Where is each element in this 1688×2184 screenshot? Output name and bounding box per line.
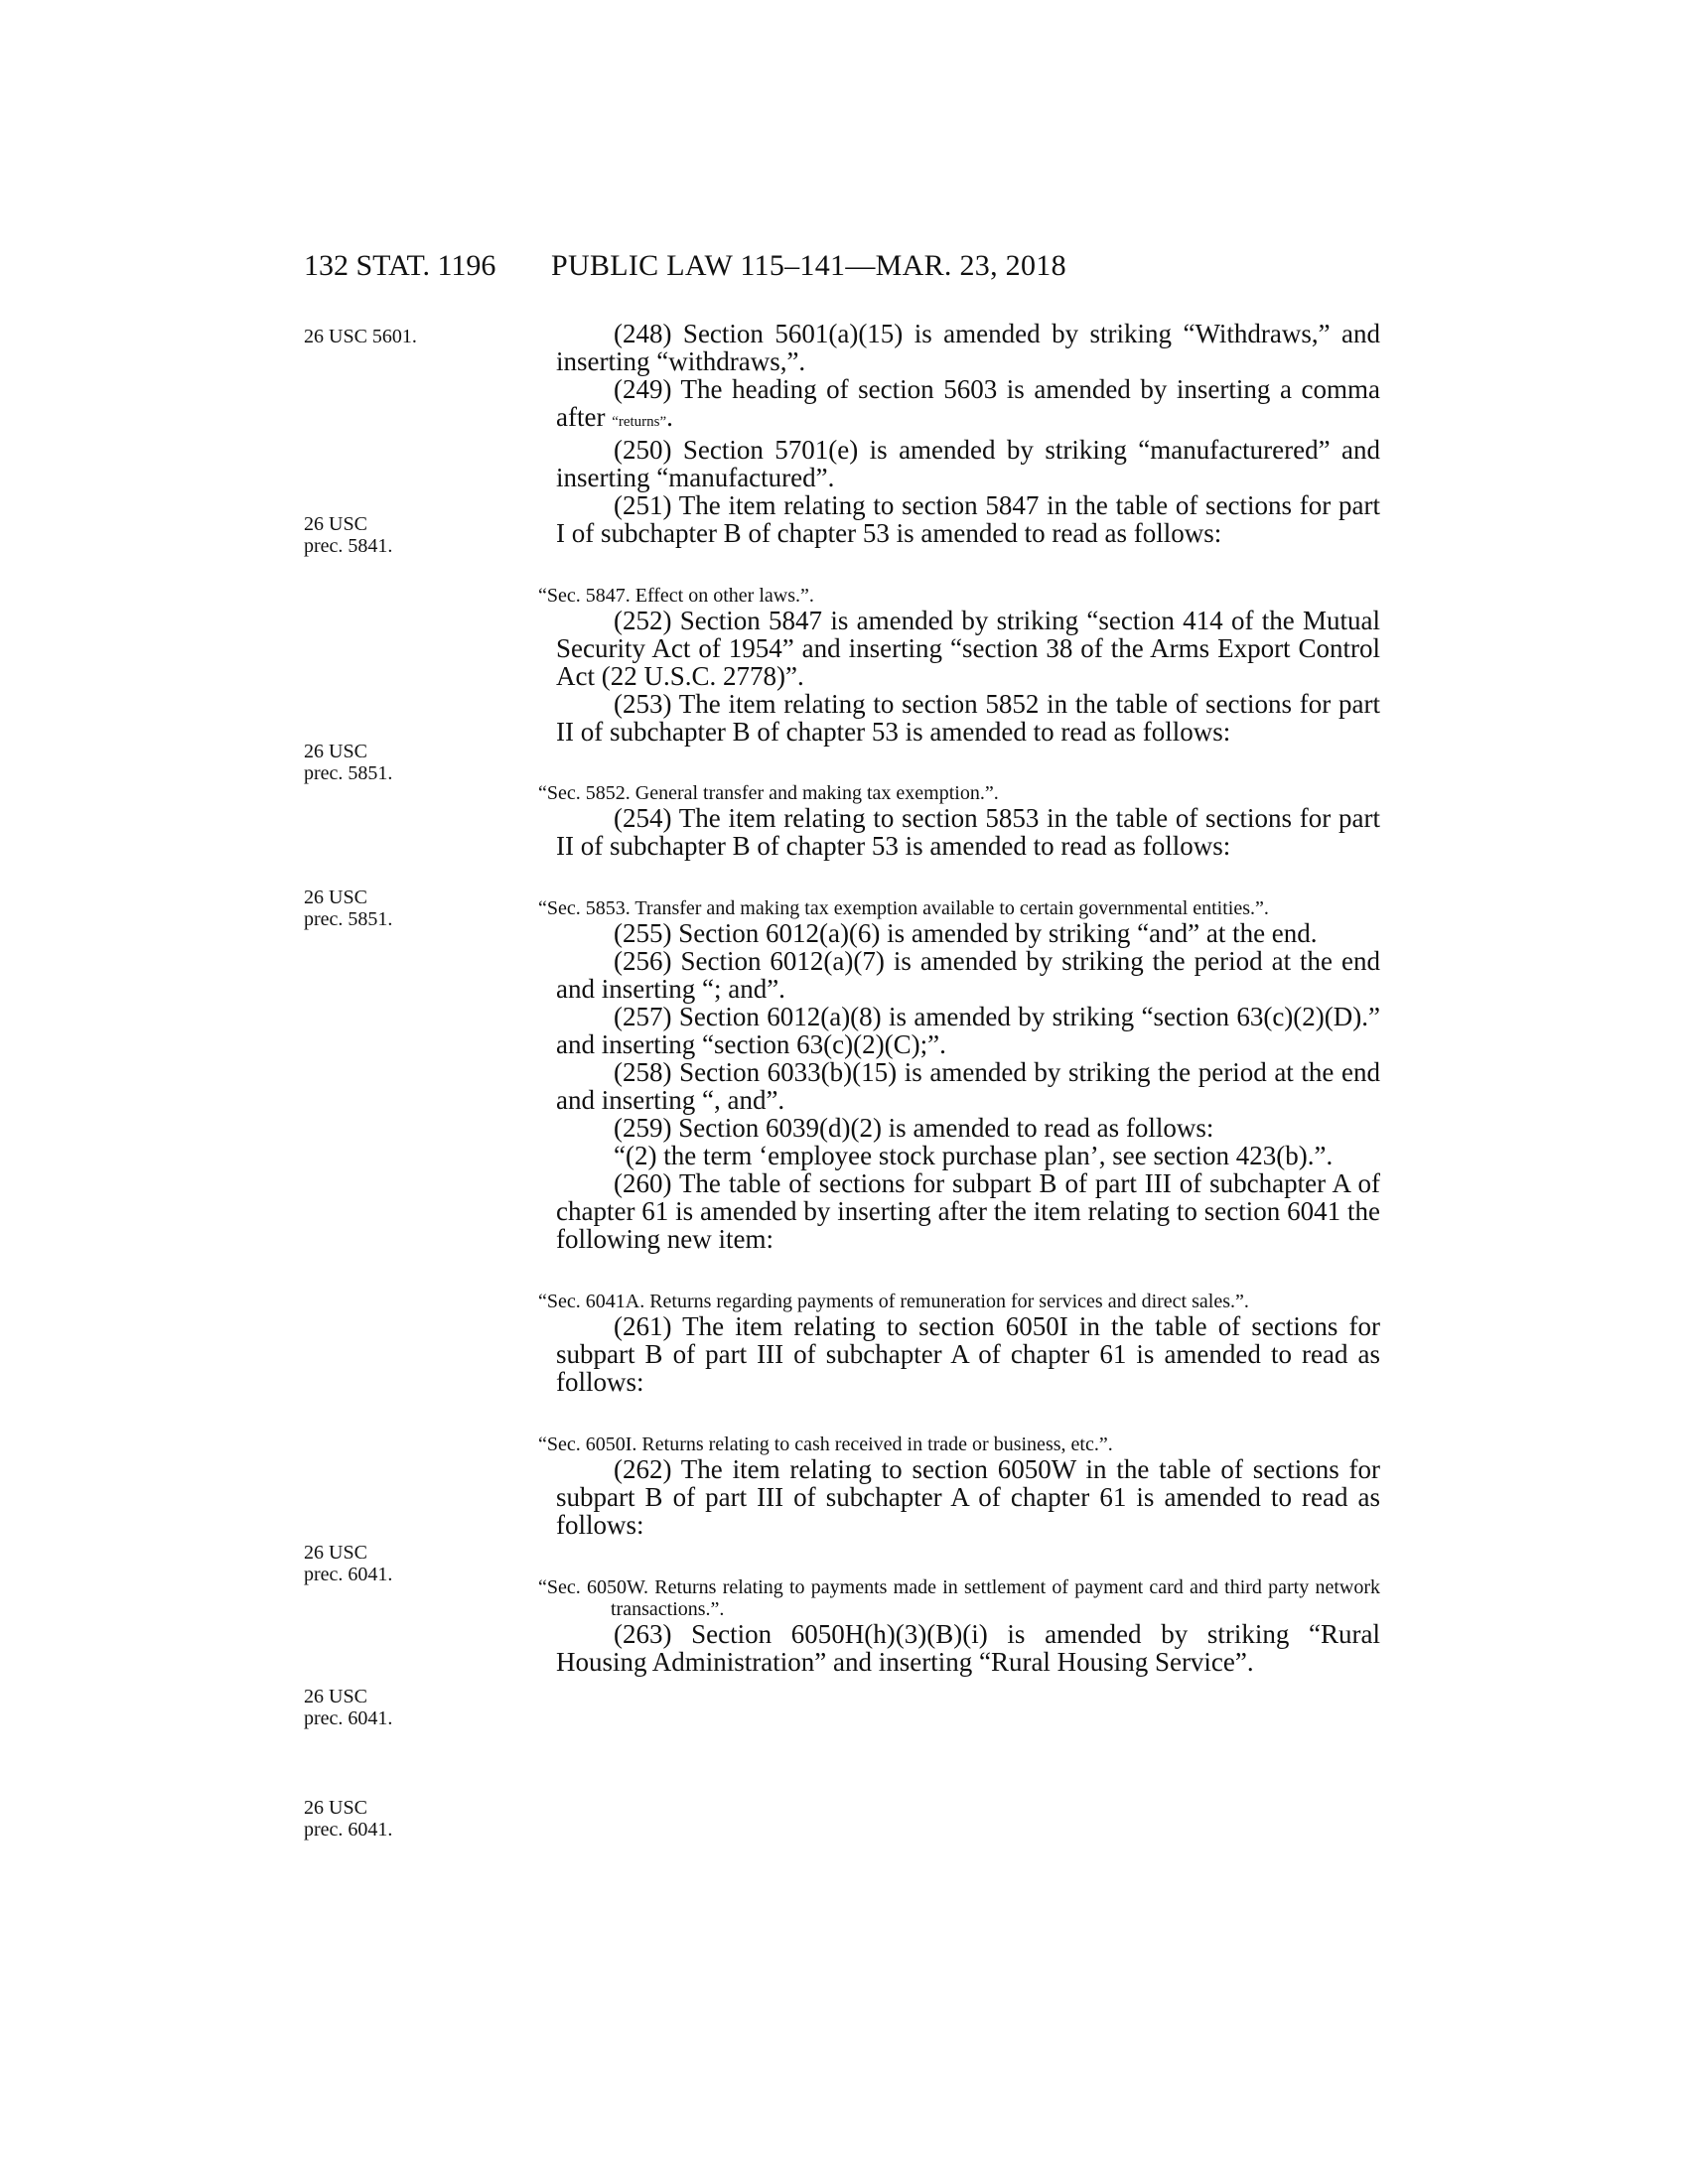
paragraph-252: (252) Section 5847 is amended by striking “section 414 of the Mutual Security Act of 1954” and inserting “section 38 of the Arms Export Control Act (22 U.S.C. 2778)”.: [556, 606, 1380, 691]
law-title: PUBLIC LAW 115–141—MAR. 23, 2018: [551, 249, 1066, 282]
margin-note-text: prec. 6041.: [304, 1564, 393, 1585]
paragraph-256: (256) Section 6012(a)(7) is amended by striking the period at the end and inserting “; and”.: [556, 946, 1380, 1004]
paragraph-248: (248) Section 5601(a)(15) is amended by striking “Withdraws,” and inserting “withdraws,”.: [556, 319, 1380, 376]
table-item-6050W: “Sec. 6050W. Returns relating to payments made in settlement of payment card and third party network transactions.”.: [538, 1576, 1380, 1620]
margin-note-text: 26 USC: [304, 1542, 367, 1564]
paragraph-251: (251) The item relating to section 5847 in the table of sections for part I of subchapter B of chapter 53 is amended to read as follows:: [556, 490, 1380, 548]
paragraph-258: (258) Section 6033(b)(15) is amended by striking the period at the end and inserting “, and”.: [556, 1057, 1380, 1115]
margin-note-prec-6041-c: [304, 1797, 392, 1841]
paragraph-259: (259) Section 6039(d)(2) is amended to read as follows:: [614, 1113, 1214, 1143]
margin-note-prec-5851-a: [304, 741, 392, 784]
paragraph-262: (262) The item relating to section 6050W in the table of sections for subpart B of part III of subchapter A of chapter 61 is amended to read as follows:: [556, 1454, 1380, 1540]
stat-page-number: 132 STAT. 1196: [304, 249, 496, 282]
margin-note-text: 26 USC: [304, 513, 367, 535]
paragraph-text: .: [666, 402, 673, 432]
margin-note-text: prec. 5841.: [304, 535, 393, 557]
margin-note-text: 26 USC: [304, 741, 367, 762]
law-body: [538, 319, 1380, 1677]
paragraph-259-quote: “(2) the term ‘employee stock purchase plan’, see section 423(b).”.: [614, 1141, 1334, 1170]
paragraph-261: (261) The item relating to section 6050I in the table of sections for subpart B of part III of subchapter A of chapter 61 is amended to read as follows:: [556, 1311, 1380, 1397]
margin-note-text: prec. 6041.: [304, 1707, 393, 1729]
margin-note-text: prec. 6041.: [304, 1819, 393, 1841]
table-item-5847: “Sec. 5847. Effect on other laws.”.: [538, 585, 814, 607]
paragraph-249: [556, 375, 1380, 436]
table-item-6041A: “Sec. 6041A. Returns regarding payments of remuneration for services and direct sales.”.: [538, 1291, 1249, 1312]
paragraph-255: (255) Section 6012(a)(6) is amended by striking “and” at the end.: [614, 918, 1318, 948]
margin-note-prec-5841: [304, 513, 392, 557]
margin-note-prec-6041-b: [304, 1686, 392, 1729]
margin-note-text: prec. 5851.: [304, 762, 393, 784]
table-item-5852: “Sec. 5852. General transfer and making tax exemption.”.: [538, 782, 999, 804]
paragraph-text: (249) The heading of section 5603 is amended by inserting a comma after: [556, 374, 1380, 432]
margin-note-prec-6041-a: [304, 1542, 392, 1585]
margin-note-text: prec. 5851.: [304, 908, 393, 930]
margin-note-5601: [304, 326, 417, 347]
paragraph-263: (263) Section 6050H(h)(3)(B)(i) is amended by striking “Rural Housing Administration” and inserting “Rural Housing Service”.: [556, 1619, 1380, 1677]
margin-note-text: 26 USC: [304, 1686, 367, 1707]
margin-note-text: 26 USC: [304, 887, 367, 908]
paragraph-257: (257) Section 6012(a)(8) is amended by striking “section 63(c)(2)(D).” and inserting “section 63(c)(2)(C);”.: [556, 1002, 1380, 1059]
paragraph-250: (250) Section 5701(e) is amended by striking “manufacturered” and inserting “manufactured”.: [556, 435, 1380, 492]
paragraph-254: (254) The item relating to section 5853 in the table of sections for part II of subchapter B of chapter 53 is amended to read as follows:: [556, 803, 1380, 861]
quoted-small-text: “returns”: [612, 414, 667, 430]
paragraph-260: (260) The table of sections for subpart B of part III of subchapter A of chapter 61 is amended by inserting after the item relating to section 6041 the following new item:: [556, 1168, 1380, 1254]
margin-note-text: 26 USC: [304, 1797, 367, 1819]
page-header: [0, 249, 1688, 289]
margin-note-prec-5851-b: [304, 887, 392, 930]
paragraph-253: (253) The item relating to section 5852 in the table of sections for part II of subchapter B of chapter 53 is amended to read as follows:: [556, 689, 1380, 747]
table-item-5853: “Sec. 5853. Transfer and making tax exemption available to certain governmental entities.”.: [538, 897, 1269, 919]
table-item-6050I: “Sec. 6050I. Returns relating to cash received in trade or business, etc.”.: [538, 1433, 1113, 1455]
margin-note-text: 26 USC 5601.: [304, 326, 417, 347]
